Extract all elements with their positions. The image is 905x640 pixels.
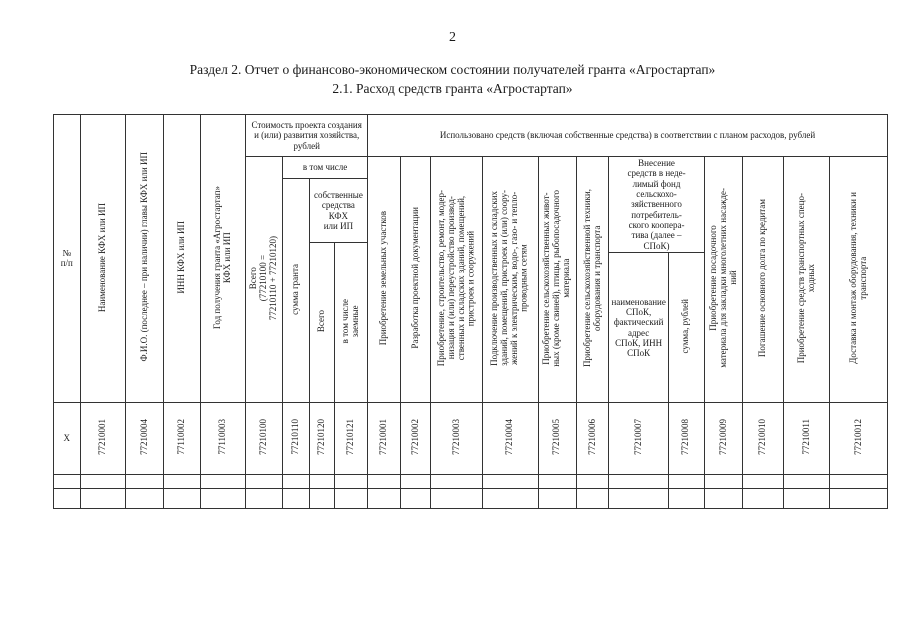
data-cell[interactable] [164, 475, 201, 489]
header-grant-sum: сумма гранта [283, 179, 310, 403]
header-c7-name: наименование СПоК, фактический адрес СПоК, ИНН СПоК [609, 253, 668, 403]
header-c1: Приобретение земельных участков [368, 157, 401, 403]
data-cell[interactable] [335, 475, 368, 489]
empty-row [54, 489, 888, 509]
code-cell: 77210001 [80, 403, 125, 475]
data-cell[interactable] [309, 489, 335, 509]
header-name: Наименование КФХ или ИП [80, 115, 125, 403]
data-cell[interactable] [80, 489, 125, 509]
header-cost-group: Стоимость проекта создания и (или) развития хозяйства, рублей [246, 115, 368, 157]
data-cell[interactable] [54, 489, 81, 509]
data-cell[interactable] [668, 489, 704, 509]
data-cell[interactable] [576, 475, 609, 489]
header-total: Всего (77210100 = 77210110 + 77210120) [246, 157, 283, 403]
code-cell: 77210001 [368, 403, 401, 475]
code-cell: 77210120 [309, 403, 335, 475]
data-cell[interactable] [704, 489, 743, 509]
header-c4: Подключение производственных и складских зданий, помещений, пристроек и (или) соору- жений к электрическим, водо-, газо- и тепло- проводным сетям [482, 157, 538, 403]
data-cell[interactable] [743, 489, 784, 509]
grant-expense-table [53, 114, 888, 509]
header-num: № п/п [54, 115, 81, 403]
data-cell[interactable] [201, 475, 246, 489]
code-cell: 77210011 [784, 403, 830, 475]
code-cell: 77210007 [609, 403, 668, 475]
data-cell[interactable] [54, 475, 81, 489]
data-cell[interactable] [538, 475, 576, 489]
code-cell: 77210005 [538, 403, 576, 475]
code-cell: 77210003 [431, 403, 482, 475]
data-cell[interactable] [400, 489, 431, 509]
data-cell[interactable] [309, 475, 335, 489]
header-used-group: Использовано средств (включая собственные средства) в соответствии с планом расходов, рублей [368, 115, 888, 157]
data-cell[interactable] [164, 489, 201, 509]
data-cell[interactable] [784, 489, 830, 509]
subsection-title: 2.1. Расход средств гранта «Агростартап» [332, 81, 573, 96]
data-cell[interactable] [246, 475, 283, 489]
code-cell: 77210004 [125, 403, 164, 475]
data-cell[interactable] [482, 489, 538, 509]
data-cell[interactable] [125, 489, 164, 509]
data-cell[interactable] [743, 475, 784, 489]
section-title: Раздел 2. Отчет о финансово-экономическом состоянии получателей гранта «Агростартап» [189, 62, 716, 77]
header-c5: Приобретение сельскохозяйственных живот- ных (кроме свиней), птицы, рыбопосадочного материала [538, 157, 576, 403]
header-incl: в том числе [283, 157, 368, 179]
code-cell: X [54, 403, 81, 475]
data-cell[interactable] [431, 489, 482, 509]
data-cell[interactable] [830, 475, 888, 489]
data-cell[interactable] [830, 489, 888, 509]
data-cell[interactable] [201, 489, 246, 509]
header-c12: Доставка и монтаж оборудования, техники и транспорта [830, 157, 888, 403]
code-cell: 77210004 [482, 403, 538, 475]
header-c11: Приобретение средств транспортных спецо- ходных [784, 157, 830, 403]
data-cell[interactable] [246, 489, 283, 509]
data-cell[interactable] [283, 489, 310, 509]
code-row [54, 403, 888, 475]
data-cell[interactable] [431, 475, 482, 489]
code-cell: 77210010 [743, 403, 784, 475]
data-cell[interactable] [400, 475, 431, 489]
data-cell[interactable] [283, 475, 310, 489]
header-c2: Разработка проектной документации [400, 157, 431, 403]
code-cell: 77110003 [201, 403, 246, 475]
header-own: собственные средства КФХ или ИП [309, 179, 367, 243]
code-cell: 77210100 [246, 403, 283, 475]
data-cell[interactable] [668, 475, 704, 489]
data-cell[interactable] [576, 489, 609, 509]
data-cell[interactable] [609, 475, 668, 489]
data-cell[interactable] [335, 489, 368, 509]
header-own-loans: в том числе заемные [335, 243, 368, 403]
data-cell[interactable] [80, 475, 125, 489]
code-cell: 77210110 [283, 403, 310, 475]
header-inn: ИНН КФХ или ИП [164, 115, 201, 403]
code-cell: 77110002 [164, 403, 201, 475]
code-cell: 77210002 [400, 403, 431, 475]
data-cell[interactable] [609, 489, 668, 509]
code-cell: 77210009 [704, 403, 743, 475]
header-own-total: Всего [309, 243, 335, 403]
data-cell[interactable] [704, 475, 743, 489]
data-cell[interactable] [482, 475, 538, 489]
data-cell[interactable] [125, 475, 164, 489]
code-cell: 77210008 [668, 403, 704, 475]
code-cell: 77210121 [335, 403, 368, 475]
header-year: Год получения гранта «Агростартап» КФХ или ИП [201, 115, 246, 403]
header-fio: Ф.И.О. (последнее – при наличии) главы КФХ или ИП [125, 115, 164, 403]
data-cell[interactable] [368, 489, 401, 509]
header-c10: Погашение основного долга по кредитам [743, 157, 784, 403]
data-cell[interactable] [784, 475, 830, 489]
data-cell[interactable] [368, 475, 401, 489]
empty-row [54, 475, 888, 489]
header-c6: Приобретение сельскохозяйственной техники, оборудования и транспорта [576, 157, 609, 403]
header-c3: Приобретение, строительство, ремонт, модер- низация и (или) переустройство производ- ственных и складских зданий, помещений, пристроек и сооружений [431, 157, 482, 403]
page-number: 2 [449, 30, 456, 45]
code-cell: 77210012 [830, 403, 888, 475]
code-cell: 77210006 [576, 403, 609, 475]
header-c7: Внесение средств в неде- лимый фонд сельскохо- зяйственного потребитель- ского коопера- тива (далее – СПоК) [609, 157, 704, 253]
header-c7-sum: сумма, рублей [668, 253, 704, 403]
header-c9: Приобретение посадочного материала для закладки многолетних насажде- ний [704, 157, 743, 403]
data-cell[interactable] [538, 489, 576, 509]
